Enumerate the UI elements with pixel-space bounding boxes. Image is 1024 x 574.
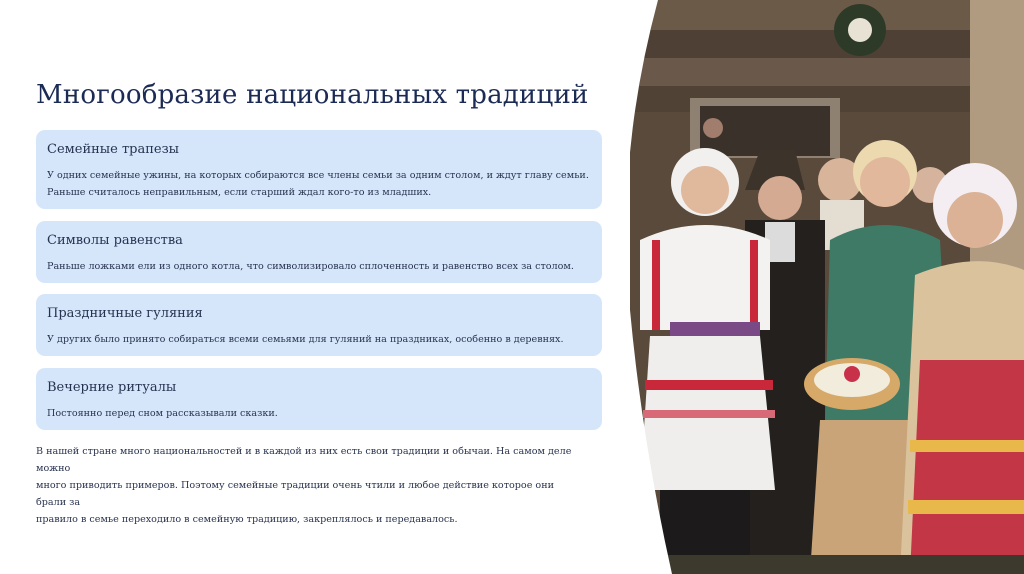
card-text — [47, 258, 591, 275]
card-text-line: У одних семейные ужины, на которых собираются все члены семьи за одним столом, и ждут главу семьи. — [47, 170, 589, 181]
card-title: Праздничные гуляния — [47, 306, 203, 321]
card-family-meals — [36, 130, 602, 209]
card-equality-symbols — [36, 221, 602, 283]
slide-title: Многообразие национальных традиций — [36, 80, 589, 110]
card-text-line: У других было принято собираться всеми семьями для гуляний на праздниках, особенно в деревнях. — [47, 334, 564, 345]
card-evening-rituals — [36, 368, 602, 430]
curved-divider — [600, 0, 720, 574]
card-title: Символы равенства — [47, 233, 183, 248]
card-text — [47, 167, 591, 201]
card-text-line: Постоянно перед сном рассказывали сказки. — [47, 408, 278, 419]
card-title: Семейные трапезы — [47, 142, 180, 157]
card-text-line: Раньше считалось неправильным, если старший ждал кого-то из младших. — [47, 187, 432, 198]
card-text — [47, 331, 591, 348]
card-title: Вечерние ритуалы — [47, 380, 177, 395]
card-festive-gatherings — [36, 294, 602, 356]
card-text — [47, 405, 591, 422]
summary-line: много приводить примеров. Поэтому семейные традиции очень чтили и любое действие которое они брали за — [36, 480, 554, 508]
card-text-line: Раньше ложками ели из одного котла, что символизировало сплоченность и равенство всех за столом. — [47, 261, 574, 272]
summary-line: правило в семье переходило в семейную традицию, закреплялось и передавалось. — [36, 514, 458, 525]
summary-line: В нашей стране много национальностей и в каждой из них есть свои традиции и обычаи. На самом деле можно — [36, 446, 572, 474]
summary-paragraph — [36, 443, 586, 528]
